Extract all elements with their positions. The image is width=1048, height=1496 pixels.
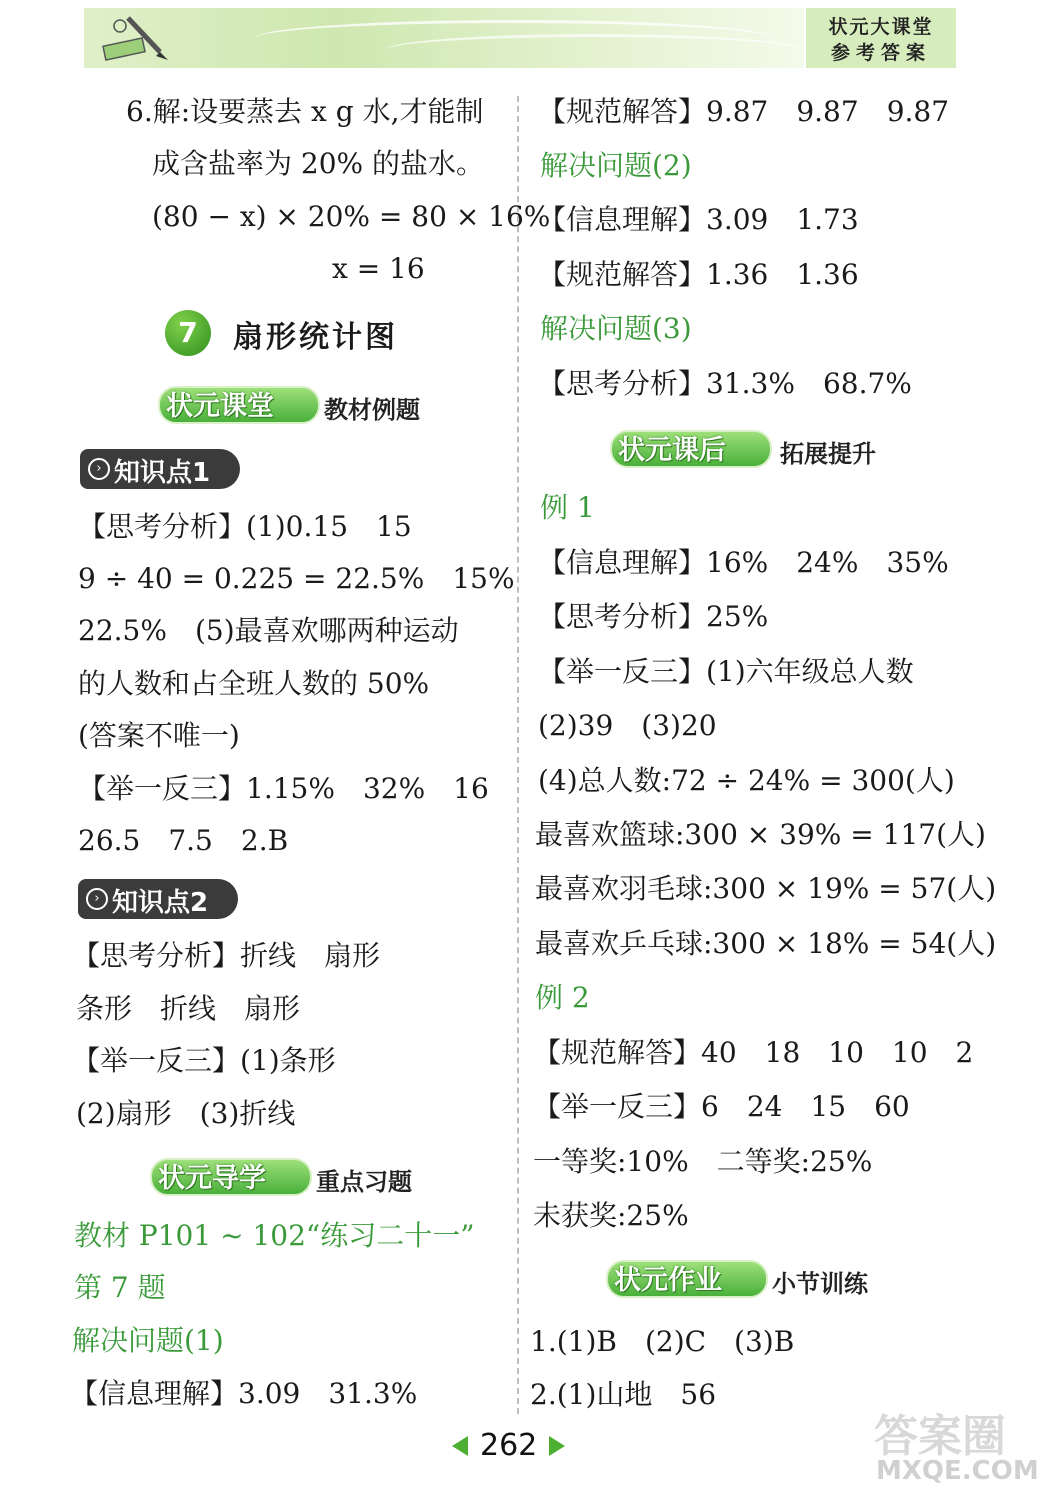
answer-line: (80 − x) × 20% = 80 × 16% (152, 200, 551, 233)
answer-line: 【信息理解】3.09 31.3% (70, 1377, 418, 1410)
badge-main-text: 状元导学 (158, 1163, 266, 1194)
badge-homework (606, 1258, 906, 1298)
answer-line: (2)39 (3)20 (538, 709, 717, 742)
answer-line: (4)总人数:72 ÷ 24% = 300(人) (538, 764, 955, 797)
answer-line: 未获奖:25% (533, 1199, 689, 1232)
answer-line: 条形 折线 扇形 (76, 992, 301, 1025)
answer-line: 解决问题(3) (540, 312, 692, 345)
knowledge-point-1-label (80, 449, 240, 489)
answer-line: 【思考分析】(1)0.15 15 (78, 510, 412, 543)
badge-classroom (158, 384, 448, 424)
answer-line: 【举一反三】6 24 15 60 (533, 1090, 910, 1123)
answer-line: 解决问题(2) (540, 149, 692, 182)
answer-line: 【思考分析】31.3% 68.7% (538, 367, 912, 400)
answer-line: x = 16 (332, 252, 425, 285)
chevron-right-icon: › (86, 888, 108, 910)
triangle-right-icon (549, 1436, 565, 1456)
answer-line: 【举一反三】1.15% 32% 16 (78, 772, 489, 805)
answer-line: 【信息理解】3.09 1.73 (538, 203, 859, 236)
answer-line: (2)扇形 (3)折线 (76, 1097, 296, 1130)
answer-line: (答案不唯一) (78, 719, 240, 752)
answer-line: 22.5% (5)最喜欢哪两种运动 (78, 614, 459, 647)
badge-after-class (610, 428, 910, 468)
page-number: 262 (480, 1428, 538, 1463)
answer-line: 9 ÷ 40 = 0.225 = 22.5% 15% (78, 562, 515, 595)
answer-line: 一等奖:10% 二等奖:25% (533, 1145, 873, 1178)
answer-line: 【举一反三】(1)条形 (72, 1044, 336, 1077)
badge-sub-text: 小节训练 (772, 1270, 868, 1298)
watermark-url: MXQE.COM (876, 1456, 1039, 1486)
badge-main-text: 状元课堂 (166, 391, 274, 422)
answer-line: 6.解:设要蒸去 x g 水,才能制 (126, 95, 484, 128)
answer-line: 【思考分析】25% (538, 600, 769, 633)
triangle-left-icon (452, 1436, 468, 1456)
badge-sub-text: 教材例题 (324, 396, 420, 424)
section-number: 7 (165, 310, 211, 356)
answer-line: 的人数和占全班人数的 50% (78, 667, 430, 700)
badge-sub-text: 重点习题 (316, 1168, 412, 1196)
header-title: 状元大课堂 (828, 16, 934, 38)
answer-line: 例 1 (540, 491, 595, 524)
answer-line: 【思考分析】折线 扇形 (72, 939, 381, 972)
pencil-book-icon (98, 12, 178, 64)
answer-line: 解决问题(1) (72, 1324, 224, 1357)
answer-line: 26.5 7.5 2.B (78, 824, 289, 857)
answer-line: 教材 P101 ~ 102“练习二十一” (74, 1219, 475, 1252)
answer-line: 例 2 (535, 981, 590, 1014)
page-header (84, 8, 956, 68)
badge-guide (150, 1156, 440, 1196)
answer-line: 【信息理解】16% 24% 35% (538, 546, 949, 579)
answer-line: 【规范解答】1.36 1.36 (538, 258, 859, 291)
answer-line: 【规范解答】9.87 9.87 9.87 (538, 95, 950, 128)
knowledge-point-text: 知识点2 (112, 888, 209, 918)
badge-main-text: 状元作业 (614, 1265, 722, 1296)
section-title: 扇形统计图 (233, 320, 398, 355)
answer-line: 最喜欢篮球:300 × 39% = 117(人) (535, 818, 986, 851)
answer-line: 最喜欢乒乓球:300 × 18% = 54(人) (535, 927, 997, 960)
knowledge-point-text: 知识点1 (114, 458, 211, 488)
answer-line: 1.(1)B (2)C (3)B (530, 1325, 795, 1358)
header-wave-decoration (384, 34, 804, 67)
header-title-box (806, 8, 956, 68)
knowledge-point-2-label (78, 879, 238, 919)
answer-line: 成含盐率为 20% 的盐水。 (152, 147, 485, 180)
watermark-text: 答案圈 (874, 1411, 1006, 1462)
column-divider (517, 96, 519, 1414)
answer-line: 2.(1)山地 56 (530, 1378, 717, 1411)
badge-main-text: 状元课后 (618, 435, 726, 466)
badge-sub-text: 拓展提升 (780, 440, 876, 468)
answer-line: 第 7 题 (74, 1271, 166, 1304)
chevron-right-icon: › (88, 458, 110, 480)
answer-line: 【规范解答】40 18 10 10 2 (533, 1036, 974, 1069)
answer-line: 【举一反三】(1)六年级总人数 (538, 655, 914, 688)
answer-line: 最喜欢羽毛球:300 × 19% = 57(人) (535, 872, 997, 905)
header-subtitle: 参考答案 (830, 42, 931, 64)
watermark (870, 1400, 1040, 1490)
